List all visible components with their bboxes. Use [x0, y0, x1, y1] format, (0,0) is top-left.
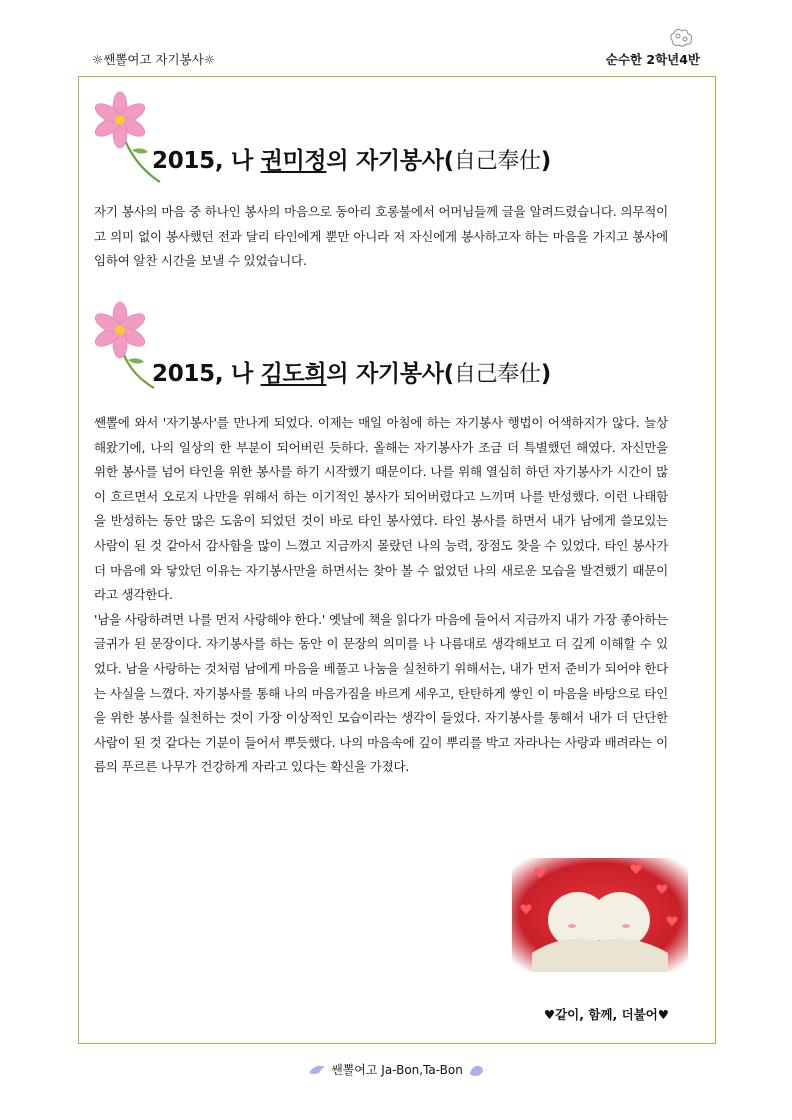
section2-paragraph: 쌘뽈에 와서 '자기봉사'를 만나게 되었다. 이제는 매일 아침에 하는 자기봉사 행법이 어색하지가 않다. 늘상 해왔기에, 나의 일상의 한 부분이 되어버린 듯하다. 올해는 자기봉사가 조금 더 특별했던 해였다. 자신만을 위한 봉사를 넘어 타인을 위한 봉사를 하기 시작했기 때문이다. 나를 위해 열심히 하던 자기봉사가 시간이 많이 흐르면서 오로지 나만을 위해서 하는 이기적인 봉사가 되어버렸다고 느끼며 나를 반성했다. 이런 나태함을 반성하는 동안 많은 도움이 되었던 것이 바로 타인 봉사였다. 타인 봉사를 하면서 내가 남에게 쓸모있는 사람이 된 것 같아서 감사함을 많이 느꼈고 지금까지 몰랐던 나의 능력, 장점도 찾을 수 있었다. 타인 봉사가 더 마음에 와 닿았던 이유는 자기봉사만을 하면서는 찾아 볼 수 없었던 나의 새로운 모습을 발견했기 때문이라고 생각한다.: [94, 415, 668, 603]
section1-title-suffix: 의 자기봉사(: [326, 148, 454, 174]
section2-title: [152, 355, 551, 388]
section2-paragraph: '남을 사랑하려면 나를 먼저 사랑해야 한다.' 옛날에 책을 읽다가 마음에 들어서 지금까지 내가 가장 좋아하는 글귀가 된 문장이다. 자기봉사를 하는 동안 이 문장의 의미를 나 나름대로 생각해보고 더 깊게 이해할 수 있었다. 남을 사랑하는 것처럼 남에게 마음을 베풀고 나눔을 실천하기 위해서는, 내가 먼저 준비가 되어야 한다는 사실을 느꼈다. 자기봉사를 통해 나의 마음가짐을 바르게 세우고, 탄탄하게 쌓인 이 마음을 바탕으로 타인을 위한 봉사를 실천하는 것이 가장 이상적인 모습이라는 생각이 들었다. 자기봉사를 통해서 내가 더 단단한 사람이 된 것 같다는 기분이 들어서 뿌듯했다. 나의 마음속에 깊이 뿌리를 박고 자라나는 사랑과 배려라는 이름의 푸르른 나무가 건강하게 자라고 있다는 확신을 가졌다.: [94, 611, 668, 775]
section1-title: [152, 142, 551, 175]
footer: [0, 1061, 792, 1078]
header-class-text: 순수한 2학년4반: [605, 52, 700, 67]
section1-title-prefix: 2015, 나: [152, 148, 261, 174]
section2-title-close: ): [540, 361, 551, 387]
section1-title-hanja: 自己奉仕: [453, 149, 541, 174]
closing-text: ♥같이, 함께, 더불어♥: [543, 1007, 669, 1022]
header-left-text: ☼쌘뽈여고 자기봉사☼: [92, 52, 215, 67]
section2-title-prefix: 2015, 나: [152, 361, 261, 387]
section1-title-name: 권미정: [260, 148, 327, 174]
couple-hug-illustration: [512, 858, 688, 972]
footer-text: 쌘뽈여고 Ja-Bon,Ta-Bon: [331, 1063, 463, 1077]
section1-title-close: ): [540, 148, 551, 174]
section2-body: [94, 411, 668, 780]
section2-title-name: 김도희: [260, 361, 327, 387]
bird-icon: [467, 1062, 485, 1078]
section1-paragraph: 자기 봉사의 마음 중 하나인 봉사의 마음으로 동아리 호롱불에서 어머님들께 글을 알려드렸습니다. 의무적이고 의미 없이 봉사했던 전과 달리 타인에게 뿐만 아니라 저 자신에게 봉사하고자 하는 마음을 가지고 봉사에 임하여 알찬 시간을 보낼 수 있었습니다.: [94, 204, 668, 269]
bird-icon: [307, 1063, 327, 1077]
puzzle-deco-icon: [668, 26, 696, 50]
section2-title-suffix: 의 자기봉사(: [326, 361, 454, 387]
section2-title-hanja: 自己奉仕: [453, 362, 541, 387]
section1-body: [94, 200, 668, 274]
